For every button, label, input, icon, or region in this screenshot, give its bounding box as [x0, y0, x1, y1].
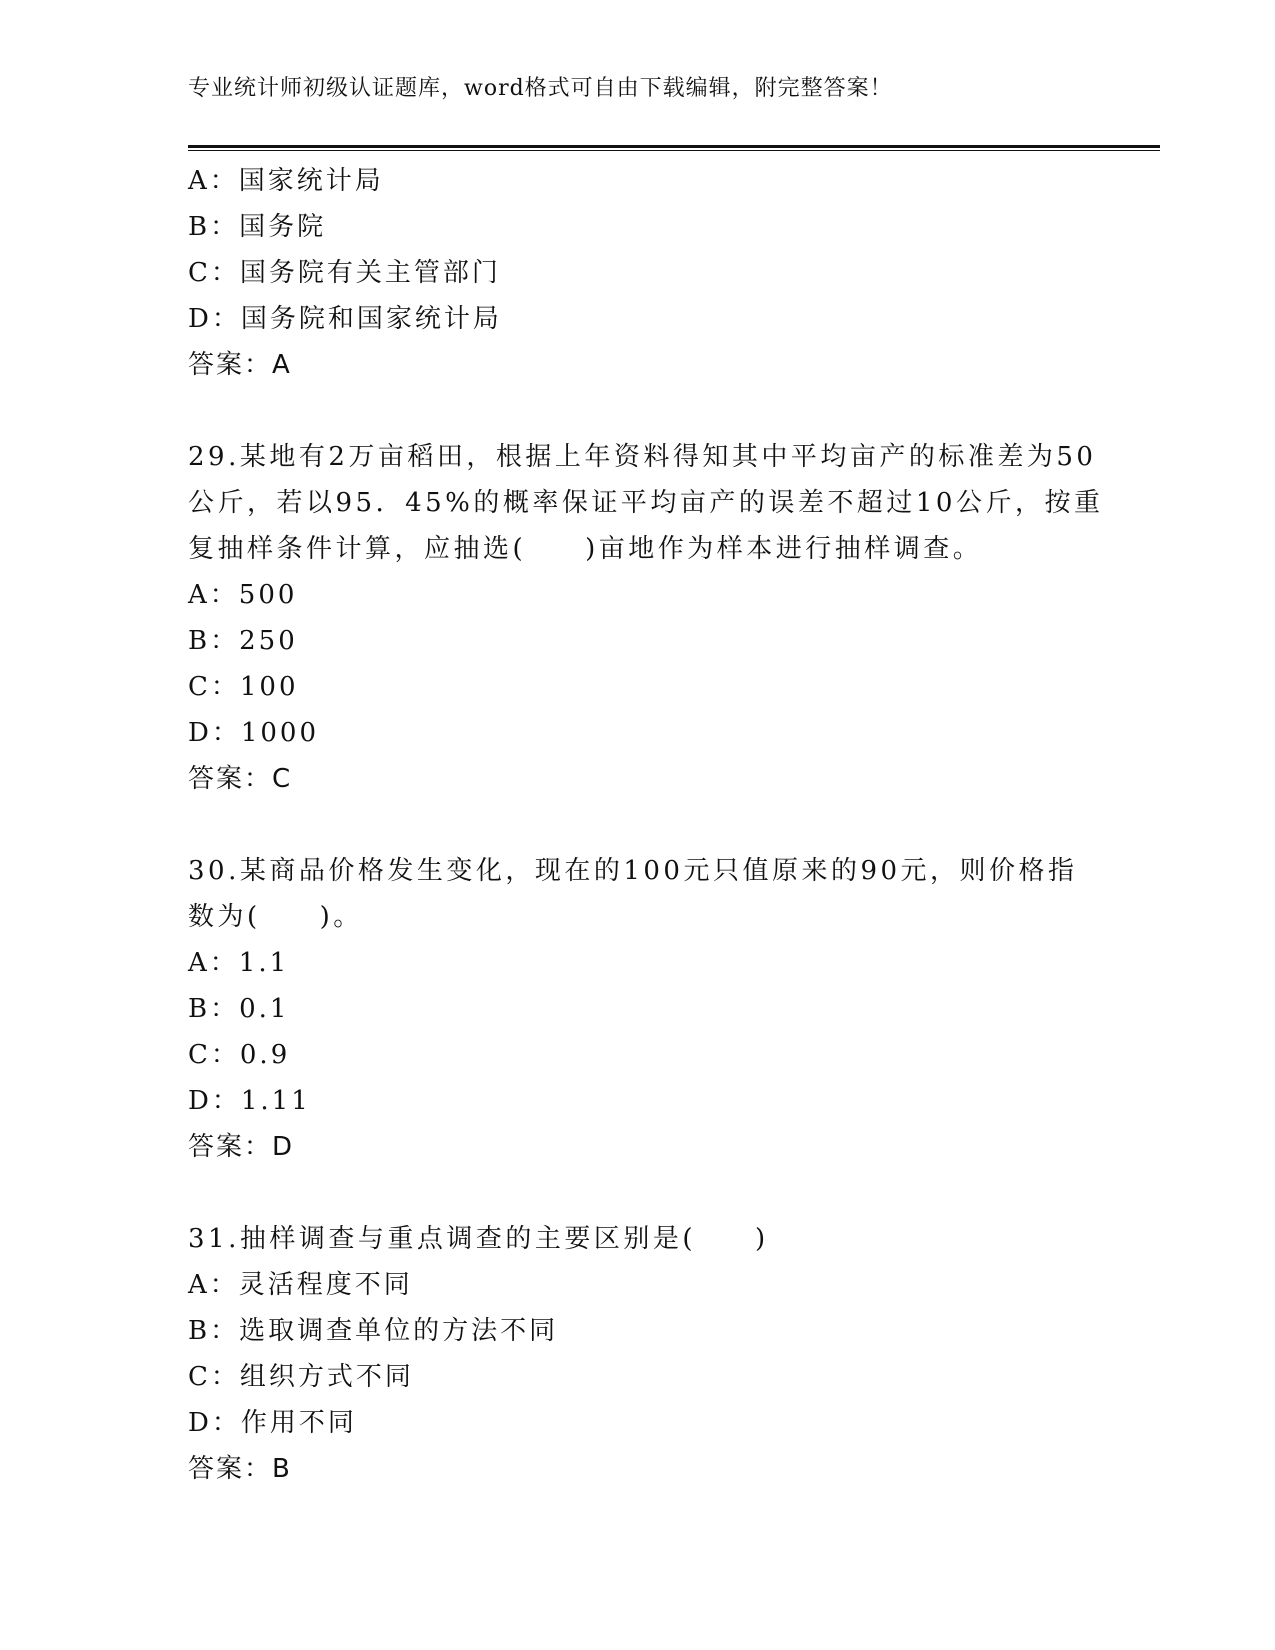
option-b: B：国务院 [188, 212, 327, 242]
question-stem-line: 复抽样条件计算，应抽选( )亩地作为样本进行抽样调查。 [188, 534, 983, 564]
question-stem-line: 31.抽样调查与重点调查的主要区别是( ) [188, 1224, 769, 1254]
spacer [188, 1170, 1148, 1216]
answer: 答案：D [188, 1132, 295, 1162]
question-stem-line: 公斤，若以95．45%的概率保证平均亩产的误差不超过10公斤，按重 [188, 488, 1104, 518]
option-d: D：1.11 [188, 1086, 311, 1116]
header-rule-thin [188, 150, 1160, 151]
option-a: A：1.1 [188, 948, 290, 978]
question-29 [188, 434, 1148, 802]
question-stem-line: 30.某商品价格发生变化，现在的100元只值原来的90元，则价格指 [188, 856, 1078, 886]
option-d: D：国务院和国家统计局 [188, 304, 502, 334]
option-c: C：0.9 [188, 1040, 291, 1070]
question-stem-line: 29.某地有2万亩稻田，根据上年资料得知其中平均亩产的标准差为50 [188, 442, 1097, 472]
option-c: C：国务院有关主管部门 [188, 258, 501, 288]
option-d: D：作用不同 [188, 1408, 357, 1438]
page-header: 专业统计师初级认证题库，word格式可自由下载编辑，附完整答案！ [188, 76, 893, 101]
option-a: A：500 [188, 580, 298, 610]
question-30 [188, 848, 1148, 1170]
spacer [188, 388, 1148, 434]
option-c: C：组织方式不同 [188, 1362, 414, 1392]
answer: 答案：C [188, 764, 293, 794]
spacer [188, 802, 1148, 848]
answer: 答案：A [188, 350, 292, 380]
header-rule-thick [188, 145, 1160, 148]
option-b: B：选取调查单位的方法不同 [188, 1316, 559, 1346]
option-a: A：灵活程度不同 [188, 1270, 413, 1300]
question-stem-line: 数为( )。 [188, 902, 363, 932]
option-c: C：100 [188, 672, 299, 702]
question-31 [188, 1216, 1148, 1492]
question-28 [188, 158, 1148, 388]
option-d: D：1000 [188, 718, 320, 748]
answer: 答案：B [188, 1454, 292, 1484]
question-content [188, 158, 1148, 1492]
option-b: B：250 [188, 626, 298, 656]
option-a: A：国家统计局 [188, 166, 384, 196]
option-b: B：0.1 [188, 994, 290, 1024]
